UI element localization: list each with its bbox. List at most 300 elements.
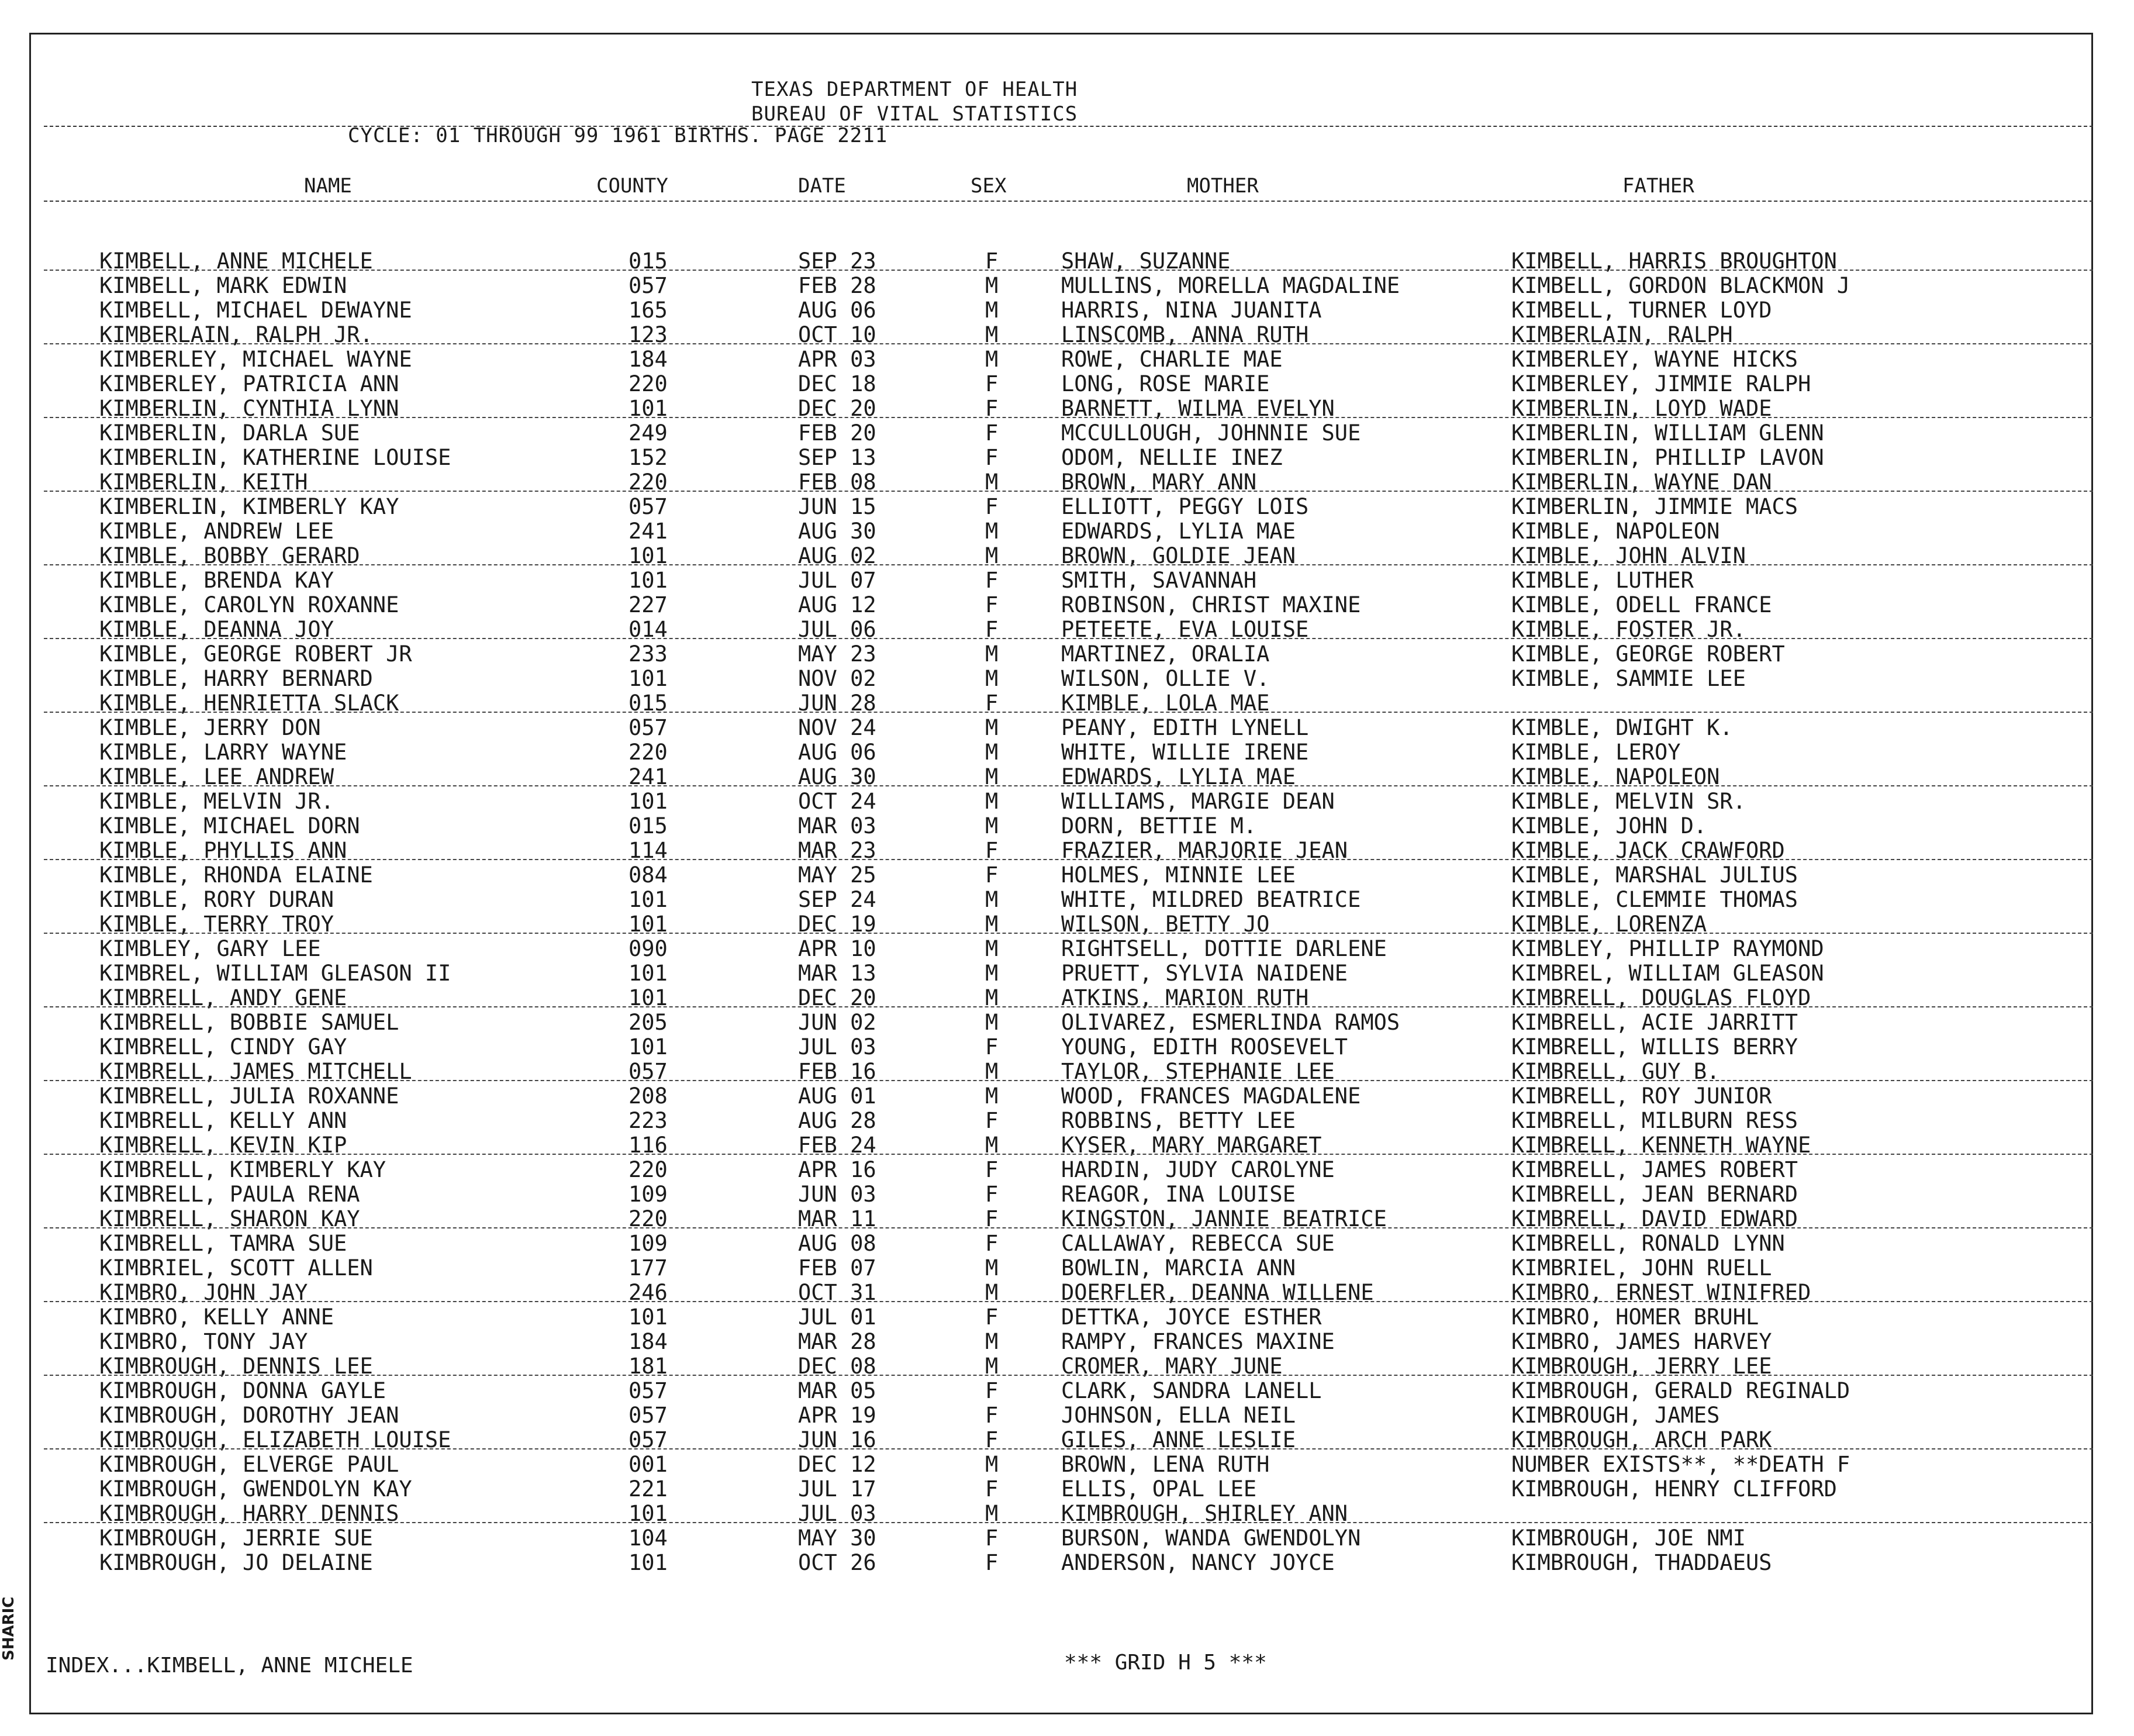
cell-county: 101 [629, 912, 668, 937]
cell-father: KIMBLEY, PHILLIP RAYMOND [1511, 936, 1824, 961]
cell-date: APR 19 [798, 1403, 876, 1428]
cell-county: 084 [629, 862, 668, 888]
cell-date: SEP 23 [798, 249, 876, 274]
cell-county: 057 [629, 1427, 668, 1452]
cell-county: 101 [629, 396, 668, 421]
cell-sex: F [985, 1034, 999, 1059]
cell-mother: CALLAWAY, REBECCA SUE [1061, 1231, 1335, 1256]
cell-date: AUG 30 [798, 519, 876, 544]
table-row [0, 936, 2134, 961]
cell-date: MAR 13 [798, 961, 876, 986]
cell-mother: HARRIS, NINA JUANITA [1061, 298, 1322, 323]
cell-date: AUG 02 [798, 543, 876, 568]
cell-name: KIMBROUGH, JERRIE SUE [99, 1526, 373, 1551]
cell-sex: M [985, 961, 999, 986]
table-row [0, 519, 2134, 543]
cell-father: KIMBLE, LUTHER [1511, 568, 1694, 593]
cell-date: AUG 30 [798, 764, 876, 789]
cell-mother: MCCULLOUGH, JOHNNIE SUE [1061, 420, 1361, 446]
cell-date: JUL 17 [798, 1476, 876, 1502]
table-row [0, 420, 2134, 445]
cell-date: JUL 01 [798, 1304, 876, 1330]
cell-mother: WILLIAMS, MARGIE DEAN [1061, 789, 1335, 814]
cell-name: KIMBRELL, ANDY GENE [99, 985, 347, 1010]
cell-father: KIMBRELL, GUY B. [1511, 1059, 1720, 1084]
cell-sex: M [985, 1354, 999, 1379]
cell-sex: M [985, 641, 999, 667]
cell-county: 101 [629, 961, 668, 986]
cell-county: 220 [629, 1157, 668, 1182]
cell-date: DEC 08 [798, 1354, 876, 1379]
cell-father: KIMBRO, HOMER BRUHL [1511, 1304, 1759, 1330]
cell-name: KIMBLE, CAROLYN ROXANNE [99, 592, 399, 617]
cell-name: KIMBLE, RHONDA ELAINE [99, 862, 373, 888]
cell-name: KIMBLE, MICHAEL DORN [99, 813, 360, 838]
cell-father: KIMBRELL, JAMES ROBERT [1511, 1157, 1798, 1182]
cell-date: FEB 20 [798, 420, 876, 446]
cell-name: KIMBROUGH, ELIZABETH LOUISE [99, 1427, 451, 1452]
cell-mother: PEANY, EDITH LYNELL [1061, 715, 1309, 740]
row-divider [44, 564, 2093, 565]
cell-father: KIMBRELL, DOUGLAS FLOYD [1511, 985, 1811, 1010]
cell-mother: EDWARDS, LYLIA MAE [1061, 764, 1296, 789]
cell-county: 220 [629, 470, 668, 495]
cell-date: JUN 03 [798, 1182, 876, 1207]
cell-mother: HARDIN, JUDY CAROLYNE [1061, 1157, 1335, 1182]
row-divider [44, 1080, 2093, 1081]
cell-mother: TAYLOR, STEPHANIE LEE [1061, 1059, 1335, 1084]
row-divider [44, 712, 2093, 713]
row-divider [44, 1522, 2093, 1523]
cell-date: OCT 10 [798, 322, 876, 347]
row-divider [44, 1227, 2093, 1228]
cell-sex: M [985, 298, 999, 323]
cell-sex: F [985, 1476, 999, 1502]
cell-sex: M [985, 715, 999, 740]
cell-father: KIMBRELL, ACIE JARRITT [1511, 1010, 1798, 1035]
cell-county: 205 [629, 1010, 668, 1035]
cell-sex: F [985, 249, 999, 274]
cell-mother: ROBBINS, BETTY LEE [1061, 1108, 1296, 1133]
cell-sex: F [985, 445, 999, 470]
cell-date: NOV 02 [798, 666, 876, 691]
cell-mother: CROMER, MARY JUNE [1061, 1354, 1283, 1379]
cell-name: KIMBLE, PHYLLIS ANN [99, 838, 347, 863]
column-header-mother: MOTHER [1187, 174, 1259, 198]
row-divider [44, 1006, 2093, 1007]
cell-name: KIMBRO, TONY JAY [99, 1329, 308, 1354]
table-row [0, 445, 2134, 470]
cell-date: JUN 16 [798, 1427, 876, 1452]
cell-name: KIMBERLIN, CYNTHIA LYNN [99, 396, 399, 421]
cell-mother: BROWN, LENA RUTH [1061, 1452, 1270, 1477]
cell-father: KIMBRO, JAMES HARVEY [1511, 1329, 1772, 1354]
cell-father: KIMBELL, GORDON BLACKMON J [1511, 273, 1850, 298]
cell-sex: F [985, 1526, 999, 1551]
cell-sex: F [985, 838, 999, 863]
cell-mother: MARTINEZ, ORALIA [1061, 641, 1270, 667]
table-row [0, 1083, 2134, 1108]
cell-county: 057 [629, 1403, 668, 1428]
cell-date: SEP 13 [798, 445, 876, 470]
cell-father: KIMBROUGH, ARCH PARK [1511, 1427, 1772, 1452]
cell-father: KIMBLE, MARSHAL JULIUS [1511, 862, 1798, 888]
cell-sex: M [985, 1329, 999, 1354]
cell-date: MAY 30 [798, 1526, 876, 1551]
cell-father: KIMBLE, ODELL FRANCE [1511, 592, 1772, 617]
cell-sex: F [985, 1427, 999, 1452]
cell-mother: ROWE, CHARLIE MAE [1061, 347, 1283, 372]
cell-mother: LONG, ROSE MARIE [1061, 371, 1270, 396]
cell-county: 246 [629, 1280, 668, 1305]
cell-county: 181 [629, 1354, 668, 1379]
cell-mother: BARNETT, WILMA EVELYN [1061, 396, 1335, 421]
cell-mother: BROWN, GOLDIE JEAN [1061, 543, 1296, 568]
cell-sex: F [985, 691, 999, 716]
cell-county: 101 [629, 1034, 668, 1059]
cell-county: 101 [629, 789, 668, 814]
cell-county: 101 [629, 1304, 668, 1330]
cell-name: KIMBLE, LEE ANDREW [99, 764, 334, 789]
table-row [0, 1231, 2134, 1255]
cell-mother: HOLMES, MINNIE LEE [1061, 862, 1296, 888]
cell-sex: M [985, 322, 999, 347]
table-row [0, 568, 2134, 592]
cell-sex: M [985, 813, 999, 838]
cell-name: KIMBLE, MELVIN JR. [99, 789, 334, 814]
cell-sex: F [985, 1231, 999, 1256]
cell-county: 114 [629, 838, 668, 863]
cell-date: DEC 12 [798, 1452, 876, 1477]
cell-county: 101 [629, 1550, 668, 1575]
cell-county: 057 [629, 273, 668, 298]
cell-sex: F [985, 1378, 999, 1403]
cell-name: KIMBLEY, GARY LEE [99, 936, 321, 961]
cell-father: KIMBROUGH, JAMES [1511, 1403, 1720, 1428]
cell-date: MAR 11 [798, 1206, 876, 1231]
cell-mother: CLARK, SANDRA LANELL [1061, 1378, 1322, 1403]
cell-sex: M [985, 1501, 999, 1526]
cell-mother: KYSER, MARY MARGARET [1061, 1133, 1322, 1158]
cell-mother: ODOM, NELLIE INEZ [1061, 445, 1283, 470]
cell-mother: ANDERSON, NANCY JOYCE [1061, 1550, 1335, 1575]
cell-father: KIMBROUGH, GERALD REGINALD [1511, 1378, 1850, 1403]
cell-name: KIMBRELL, PAULA RENA [99, 1182, 360, 1207]
cell-father: KIMBERLIN, PHILLIP LAVON [1511, 445, 1824, 470]
cell-name: KIMBELL, ANNE MICHELE [99, 249, 373, 274]
cell-sex: M [985, 273, 999, 298]
cell-name: KIMBREL, WILLIAM GLEASON II [99, 961, 451, 986]
cell-mother: OLIVAREZ, ESMERLINDA RAMOS [1061, 1010, 1400, 1035]
cell-sex: F [985, 371, 999, 396]
column-header-name: NAME [304, 174, 352, 198]
cell-sex: F [985, 494, 999, 519]
cell-sex: F [985, 1403, 999, 1428]
table-row [0, 1255, 2134, 1280]
cell-county: 184 [629, 1329, 668, 1354]
cell-name: KIMBRELL, TAMRA SUE [99, 1231, 347, 1256]
cell-name: KIMBERLEY, MICHAEL WAYNE [99, 347, 412, 372]
cell-mother: DORN, BETTIE M. [1061, 813, 1257, 838]
cell-name: KIMBLE, DEANNA JOY [99, 617, 334, 642]
cell-name: KIMBERLAIN, RALPH JR. [99, 322, 373, 347]
row-divider [44, 343, 2093, 344]
row-divider [44, 859, 2093, 860]
cell-date: FEB 28 [798, 273, 876, 298]
cell-county: 220 [629, 1206, 668, 1231]
cell-county: 184 [629, 347, 668, 372]
cell-name: KIMBROUGH, GWENDOLYN KAY [99, 1476, 412, 1502]
cell-sex: M [985, 347, 999, 372]
cell-date: AUG 12 [798, 592, 876, 617]
cell-name: KIMBELL, MICHAEL DEWAYNE [99, 298, 412, 323]
cell-date: MAY 23 [798, 641, 876, 667]
cell-name: KIMBRELL, KEVIN KIP [99, 1133, 347, 1158]
cell-date: JUL 06 [798, 617, 876, 642]
cell-name: KIMBRELL, KELLY ANN [99, 1108, 347, 1133]
side-label: SHARIC [0, 1596, 18, 1661]
cell-sex: F [985, 1108, 999, 1133]
cell-mother: PRUETT, SYLVIA NAIDENE [1061, 961, 1348, 986]
cell-county: 101 [629, 887, 668, 912]
cell-mother: SHAW, SUZANNE [1061, 249, 1231, 274]
cell-mother: ELLIS, OPAL LEE [1061, 1476, 1257, 1502]
cell-father: KIMBLE, JOHN ALVIN [1511, 543, 1746, 568]
table-row [0, 789, 2134, 813]
cell-father: KIMBLE, LEROY [1511, 740, 1681, 765]
cell-county: 152 [629, 445, 668, 470]
cell-mother: WHITE, WILLIE IRENE [1061, 740, 1309, 765]
row-divider [44, 1448, 2093, 1449]
cell-mother: LINSCOMB, ANNA RUTH [1061, 322, 1309, 347]
cell-date: SEP 24 [798, 887, 876, 912]
table-row [0, 298, 2134, 322]
cell-mother: BOWLIN, MARCIA ANN [1061, 1255, 1296, 1281]
cell-name: KIMBRELL, CINDY GAY [99, 1034, 347, 1059]
cell-date: APR 03 [798, 347, 876, 372]
cell-name: KIMBROUGH, HARRY DENNIS [99, 1501, 399, 1526]
cell-name: KIMBROUGH, DENNIS LEE [99, 1354, 373, 1379]
cell-father: KIMBERLIN, JIMMIE MACS [1511, 494, 1798, 519]
cell-name: KIMBROUGH, JO DELAINE [99, 1550, 373, 1575]
cell-sex: M [985, 789, 999, 814]
table-row [0, 1182, 2134, 1206]
cell-sex: M [985, 1083, 999, 1109]
cell-county: 165 [629, 298, 668, 323]
cell-father: KIMBROUGH, JERRY LEE [1511, 1354, 1772, 1379]
cell-name: KIMBERLIN, DARLA SUE [99, 420, 360, 446]
cell-county: 001 [629, 1452, 668, 1477]
grid-label: *** GRID H 5 *** [1064, 1651, 1267, 1675]
cell-father: KIMBRELL, WILLIS BERRY [1511, 1034, 1798, 1059]
cell-name: KIMBROUGH, DONNA GAYLE [99, 1378, 386, 1403]
cell-mother: RAMPY, FRANCES MAXINE [1061, 1329, 1335, 1354]
table-row [0, 1329, 2134, 1354]
cell-county: 109 [629, 1182, 668, 1207]
cell-county: 208 [629, 1083, 668, 1109]
cell-date: AUG 06 [798, 740, 876, 765]
cell-name: KIMBRO, KELLY ANNE [99, 1304, 334, 1330]
cell-mother: WILSON, BETTY JO [1061, 912, 1270, 937]
table-row [0, 666, 2134, 691]
cell-mother: ELLIOTT, PEGGY LOIS [1061, 494, 1309, 519]
cell-mother: KIMBROUGH, SHIRLEY ANN [1061, 1501, 1348, 1526]
cell-sex: M [985, 912, 999, 937]
cell-county: 177 [629, 1255, 668, 1281]
cell-father: KIMBERLAIN, RALPH [1511, 322, 1733, 347]
cell-county: 109 [629, 1231, 668, 1256]
cell-sex: F [985, 592, 999, 617]
table-row [0, 1378, 2134, 1403]
cell-county: 104 [629, 1526, 668, 1551]
cell-name: KIMBLE, ANDREW LEE [99, 519, 334, 544]
cell-county: 227 [629, 592, 668, 617]
cell-county: 015 [629, 249, 668, 274]
column-header-county: COUNTY [596, 174, 668, 198]
cell-mother: MULLINS, MORELLA MAGDALINE [1061, 273, 1400, 298]
cell-mother: RIGHTSELL, DOTTIE DARLENE [1061, 936, 1387, 961]
cell-sex: M [985, 543, 999, 568]
table-row [0, 1476, 2134, 1501]
table-row [0, 1034, 2134, 1059]
table-row [0, 494, 2134, 519]
cell-mother: ROBINSON, CHRIST MAXINE [1061, 592, 1361, 617]
cell-name: KIMBELL, MARK EDWIN [99, 273, 347, 298]
cell-father: KIMBROUGH, JOE NMI [1511, 1526, 1746, 1551]
cell-name: KIMBRELL, SHARON KAY [99, 1206, 360, 1231]
cell-date: MAR 28 [798, 1329, 876, 1354]
cell-father: KIMBROUGH, THADDAEUS [1511, 1550, 1772, 1575]
row-divider [44, 1375, 2093, 1376]
cell-date: OCT 31 [798, 1280, 876, 1305]
cell-father: KIMBLE, SAMMIE LEE [1511, 666, 1746, 691]
cell-date: JUL 03 [798, 1034, 876, 1059]
cell-date: MAY 25 [798, 862, 876, 888]
cell-sex: F [985, 1550, 999, 1575]
cell-sex: M [985, 740, 999, 765]
table-row [0, 1526, 2134, 1550]
cell-date: FEB 08 [798, 470, 876, 495]
cell-father: KIMBLE, CLEMMIE THOMAS [1511, 887, 1798, 912]
cell-name: KIMBRELL, BOBBIE SAMUEL [99, 1010, 399, 1035]
cell-name: KIMBLE, BRENDA KAY [99, 568, 334, 593]
table-row [0, 1550, 2134, 1575]
cell-date: NOV 24 [798, 715, 876, 740]
cell-date: DEC 18 [798, 371, 876, 396]
cell-father: KIMBLE, JOHN D. [1511, 813, 1707, 838]
cell-county: 101 [629, 1501, 668, 1526]
cell-name: KIMBRELL, JULIA ROXANNE [99, 1083, 399, 1109]
cell-mother: YOUNG, EDITH ROOSEVELT [1061, 1034, 1348, 1059]
cell-sex: F [985, 420, 999, 446]
cell-father: KIMBRELL, ROY JUNIOR [1511, 1083, 1772, 1109]
table-row [0, 1108, 2134, 1133]
cell-name: KIMBRO, JOHN JAY [99, 1280, 308, 1305]
row-divider [44, 1154, 2093, 1155]
cell-mother: WILSON, OLLIE V. [1061, 666, 1270, 691]
table-row [0, 740, 2134, 764]
cell-date: FEB 24 [798, 1133, 876, 1158]
cell-date: MAR 03 [798, 813, 876, 838]
cell-name: KIMBLE, TERRY TROY [99, 912, 334, 937]
cell-father: KIMBLE, LORENZA [1511, 912, 1707, 937]
cell-county: 057 [629, 1378, 668, 1403]
column-header-date: DATE [798, 174, 846, 198]
column-header-father: FATHER [1622, 174, 1694, 198]
table-row [0, 592, 2134, 617]
cell-name: KIMBERLIN, KATHERINE LOUISE [99, 445, 451, 470]
cell-mother: EDWARDS, LYLIA MAE [1061, 519, 1296, 544]
cell-name: KIMBLE, LARRY WAYNE [99, 740, 347, 765]
cell-mother: KIMBLE, LOLA MAE [1061, 691, 1270, 716]
table-row [0, 715, 2134, 740]
cell-mother: KINGSTON, JANNIE BEATRICE [1061, 1206, 1387, 1231]
agency-title: TEXAS DEPARTMENT OF HEALTH [751, 78, 1078, 101]
cell-father: KIMBERLIN, LOYD WADE [1511, 396, 1772, 421]
cell-name: KIMBRELL, KIMBERLY KAY [99, 1157, 386, 1182]
cell-name: KIMBLE, RORY DURAN [99, 887, 334, 912]
cell-sex: M [985, 470, 999, 495]
cell-name: KIMBERLIN, KIMBERLY KAY [99, 494, 399, 519]
cell-date: DEC 20 [798, 396, 876, 421]
cell-sex: M [985, 887, 999, 912]
cell-sex: M [985, 936, 999, 961]
cell-county: 101 [629, 985, 668, 1010]
cell-date: AUG 01 [798, 1083, 876, 1109]
cell-father: KIMBLE, NAPOLEON [1511, 764, 1720, 789]
cell-date: APR 16 [798, 1157, 876, 1182]
cell-mother: WHITE, MILDRED BEATRICE [1061, 887, 1361, 912]
cell-father: KIMBLE, NAPOLEON [1511, 519, 1720, 544]
cell-name: KIMBROUGH, ELVERGE PAUL [99, 1452, 399, 1477]
cell-name: KIMBERLIN, KEITH [99, 470, 308, 495]
row-divider [44, 491, 2093, 492]
cell-sex: F [985, 617, 999, 642]
cell-county: 101 [629, 568, 668, 593]
cell-sex: M [985, 519, 999, 544]
cell-sex: M [985, 1280, 999, 1305]
table-row [0, 862, 2134, 887]
cell-date: JUN 15 [798, 494, 876, 519]
header-divider [44, 201, 2093, 202]
table-row [0, 1403, 2134, 1427]
cell-sex: M [985, 985, 999, 1010]
cell-date: JUL 03 [798, 1501, 876, 1526]
cell-sex: F [985, 862, 999, 888]
cell-county: 015 [629, 691, 668, 716]
cell-date: OCT 26 [798, 1550, 876, 1575]
cell-father: KIMBLE, GEORGE ROBERT [1511, 641, 1785, 667]
table-row [0, 1452, 2134, 1476]
cell-name: KIMBLE, HARRY BERNARD [99, 666, 373, 691]
cell-date: OCT 24 [798, 789, 876, 814]
cell-sex: M [985, 1010, 999, 1035]
cell-mother: DOERFLER, DEANNA WILLENE [1061, 1280, 1374, 1305]
cell-sex: F [985, 568, 999, 593]
cell-mother: WOOD, FRANCES MAGDALENE [1061, 1083, 1361, 1109]
cell-county: 221 [629, 1476, 668, 1502]
row-divider [44, 933, 2093, 934]
cell-mother: DETTKA, JOYCE ESTHER [1061, 1304, 1322, 1330]
cell-county: 057 [629, 715, 668, 740]
cell-county: 015 [629, 813, 668, 838]
cell-father: KIMBLE, MELVIN SR. [1511, 789, 1746, 814]
cell-county: 057 [629, 1059, 668, 1084]
cell-date: AUG 28 [798, 1108, 876, 1133]
bureau-title: BUREAU OF VITAL STATISTICS [751, 102, 1078, 126]
cell-name: KIMBRIEL, SCOTT ALLEN [99, 1255, 373, 1281]
cell-father: KIMBLE, FOSTER JR. [1511, 617, 1746, 642]
